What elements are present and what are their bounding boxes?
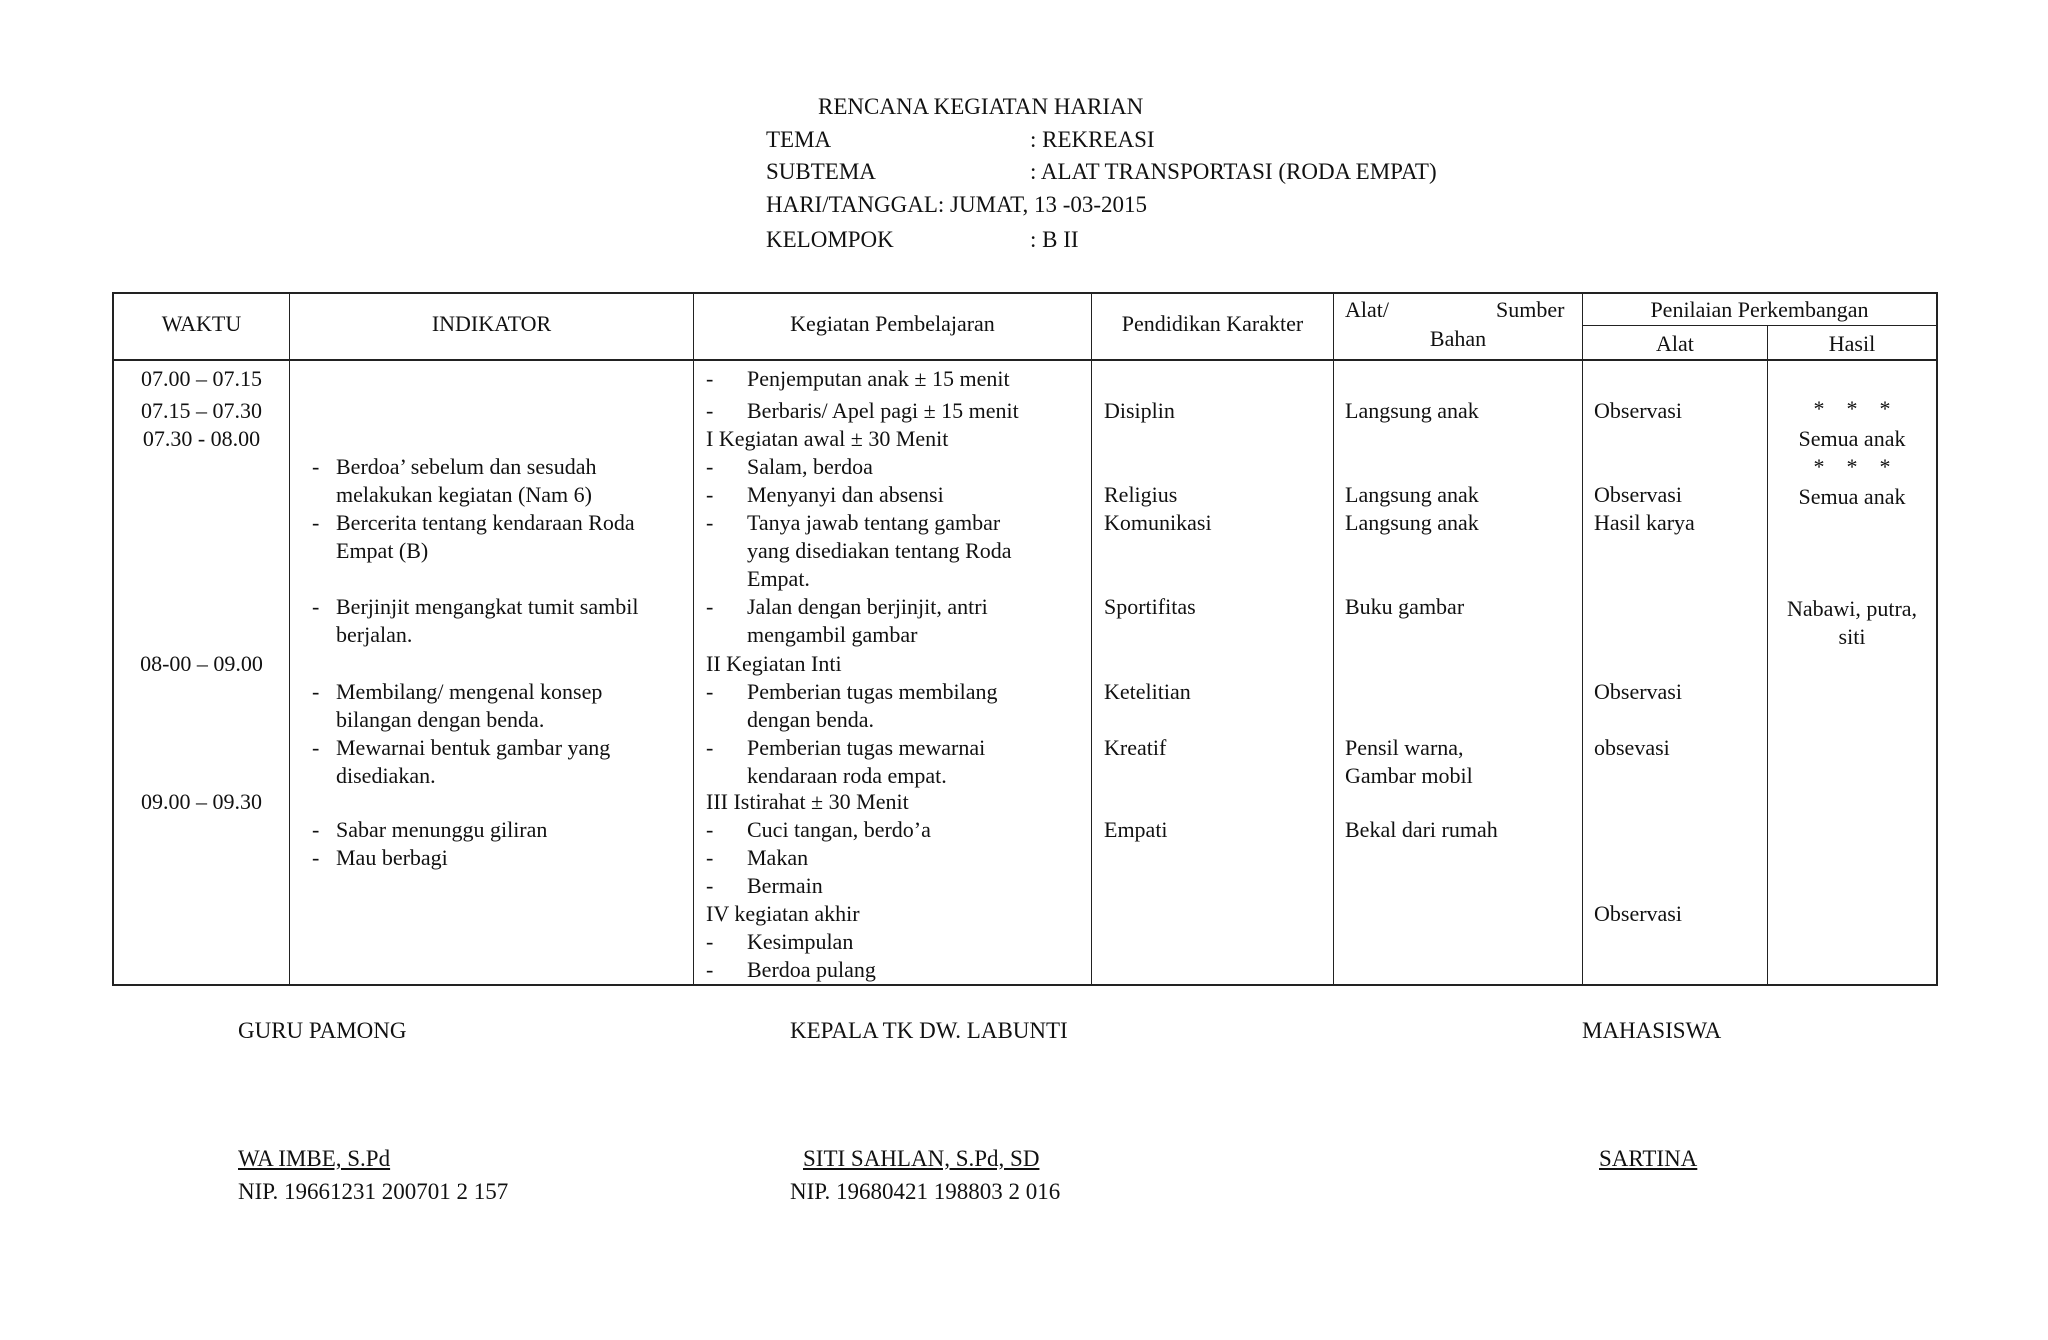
alat-sumber-cell: Langsung anak: [1345, 398, 1479, 423]
indikator-dash: -: [312, 735, 320, 760]
kegiatan-dash: -: [706, 594, 714, 619]
kepala-tk-nip: NIP. 19680421 198803 2 016: [790, 1179, 1061, 1204]
guru-pamong-nip: NIP. 19661231 200701 2 157: [238, 1179, 509, 1204]
kegiatan-section: I Kegiatan awal ± 30 Menit: [706, 426, 949, 451]
indikator-dash: -: [312, 510, 320, 535]
karakter-cell: Disiplin: [1104, 398, 1175, 423]
indikator-line: Mewarnai bentuk gambar yang: [336, 735, 611, 760]
waktu-cell: 08-00 – 09.00: [140, 651, 263, 676]
kegiatan-line: mengambil gambar: [747, 622, 918, 647]
kegiatan-dash: -: [706, 398, 714, 423]
kegiatan-dash: -: [706, 929, 714, 954]
document-title: RENCANA KEGIATAN HARIAN: [818, 94, 1144, 119]
kegiatan-dash: -: [706, 510, 714, 535]
waktu-cell: 07.30 - 08.00: [142, 426, 261, 451]
penilaian-alat-cell: Observasi: [1594, 679, 1682, 704]
kegiatan-section: II Kegiatan Inti: [706, 651, 842, 676]
indikator-line: Mau berbagi: [336, 845, 448, 870]
indikator-line: melakukan kegiatan (Nam 6): [336, 482, 592, 507]
alat-sumber-cell: Langsung anak: [1345, 510, 1479, 535]
penilaian-alat-cell: Observasi: [1594, 901, 1682, 926]
karakter-cell: Religius: [1104, 482, 1178, 507]
kegiatan-dash: -: [706, 366, 714, 391]
indikator-line: Sabar menunggu giliran: [336, 817, 548, 842]
mahasiswa-name: SARTINA: [1599, 1146, 1698, 1171]
kegiatan-dash: -: [706, 454, 714, 479]
indikator-dash: -: [312, 817, 320, 842]
kegiatan-line: Jalan dengan berjinjit, antri: [747, 594, 988, 619]
indikator-line: disediakan.: [336, 763, 436, 788]
col-header-alat-sumber: Alat/: [1345, 297, 1389, 322]
kegiatan-line: Kesimpulan: [747, 929, 854, 954]
kelompok-label: KELOMPOK: [766, 227, 894, 252]
waktu-cell: 09.00 – 09.30: [141, 789, 262, 814]
penilaian-hasil-cell: Semua anak: [1798, 426, 1906, 451]
kegiatan-dash: -: [706, 817, 714, 842]
kegiatan-line: Berdoa pulang: [747, 957, 876, 982]
alat-sumber-cell: Langsung anak: [1345, 482, 1479, 507]
indikator-dash: -: [312, 845, 320, 870]
kegiatan-line: Tanya jawab tentang gambar: [747, 510, 1001, 535]
kegiatan-dash: -: [706, 873, 714, 898]
indikator-line: Berjinjit mengangkat tumit sambil: [336, 594, 639, 619]
penilaian-hasil-cell: Semua anak: [1798, 484, 1906, 509]
kegiatan-line: Berbaris/ Apel pagi ± 15 menit: [747, 398, 1019, 423]
indikator-line: Berdoa’ sebelum dan sesudah: [336, 454, 597, 479]
col-header-penilaian-alat: Alat: [1656, 331, 1694, 356]
karakter-cell: Kreatif: [1104, 735, 1167, 760]
kelompok-value: : B II: [1030, 227, 1079, 252]
kegiatan-line: yang disediakan tentang Roda: [747, 538, 1012, 563]
alat-sumber-cell: Pensil warna,: [1345, 735, 1464, 760]
waktu-cell: 07.00 – 07.15: [141, 366, 262, 391]
kepala-tk-name: SITI SAHLAN, S.Pd, SD: [803, 1146, 1040, 1171]
penilaian-hasil-cell: * * *: [1813, 454, 1891, 479]
kegiatan-line: Pemberian tugas mewarnai: [747, 735, 986, 760]
kegiatan-line: Menyanyi dan absensi: [747, 482, 944, 507]
alat-sumber-cell: Gambar mobil: [1345, 763, 1473, 788]
col-header-bahan: Bahan: [1429, 326, 1487, 351]
indikator-line: Empat (B): [336, 538, 429, 563]
col-header-alat-sumber-2: Sumber: [1496, 297, 1565, 322]
kegiatan-dash: -: [706, 845, 714, 870]
col-header-penilaian: Penilaian Perkembangan: [1650, 297, 1869, 322]
karakter-cell: Komunikasi: [1104, 510, 1212, 535]
penilaian-alat-cell: Hasil karya: [1594, 510, 1695, 535]
kegiatan-section: III Istirahat ± 30 Menit: [706, 789, 909, 814]
col-header-penilaian-hasil: Hasil: [1828, 331, 1876, 356]
col-header-karakter: Pendidikan Karakter: [1121, 311, 1304, 336]
subtema-value: : ALAT TRANSPORTASI (RODA EMPAT): [1030, 159, 1437, 184]
alat-sumber-cell: Bekal dari rumah: [1345, 817, 1498, 842]
kegiatan-line: kendaraan roda empat.: [747, 763, 947, 788]
kegiatan-line: Bermain: [747, 873, 823, 898]
penilaian-hasil-cell: siti: [1838, 624, 1866, 649]
kegiatan-line: Salam, berdoa: [747, 454, 873, 479]
kegiatan-dash: -: [706, 957, 714, 982]
karakter-cell: Empati: [1104, 817, 1168, 842]
kegiatan-section: IV kegiatan akhir: [706, 901, 860, 926]
indikator-line: Membilang/ mengenal konsep: [336, 679, 603, 704]
karakter-cell: Ketelitian: [1104, 679, 1191, 704]
indikator-line: berjalan.: [336, 622, 413, 647]
indikator-line: bilangan dengan benda.: [336, 707, 545, 732]
kegiatan-line: Penjemputan anak ± 15 menit: [747, 366, 1010, 391]
alat-sumber-cell: Buku gambar: [1345, 594, 1465, 619]
indikator-line: Bercerita tentang kendaraan Roda: [336, 510, 635, 535]
col-header-waktu: WAKTU: [161, 311, 242, 336]
guru-pamong-name: WA IMBE, S.Pd: [238, 1146, 391, 1171]
waktu-cell: 07.15 – 07.30: [141, 398, 262, 423]
tema-label: TEMA: [766, 127, 832, 152]
kegiatan-line: dengan benda.: [747, 707, 875, 732]
kegiatan-line: Cuci tangan, berdo’a: [747, 817, 931, 842]
tema-value: : REKREASI: [1030, 127, 1155, 152]
col-header-kegiatan: Kegiatan Pembelajaran: [790, 311, 995, 336]
penilaian-alat-cell: Observasi: [1594, 482, 1682, 507]
mahasiswa-title: MAHASISWA: [1582, 1018, 1722, 1043]
kegiatan-dash: -: [706, 735, 714, 760]
col-header-indikator: INDIKATOR: [431, 311, 552, 336]
indikator-dash: -: [312, 679, 320, 704]
penilaian-hasil-cell: * * *: [1813, 396, 1891, 421]
kegiatan-line: Empat.: [747, 566, 810, 591]
penilaian-alat-cell: obsevasi: [1594, 735, 1670, 760]
indikator-dash: -: [312, 454, 320, 479]
kegiatan-line: Makan: [747, 845, 809, 870]
kegiatan-dash: -: [706, 679, 714, 704]
karakter-cell: Sportifitas: [1104, 594, 1196, 619]
indikator-dash: -: [312, 594, 320, 619]
hari-tanggal: HARI/TANGGAL: JUMAT, 13 -03-2015: [766, 192, 1148, 217]
kepala-tk-title: KEPALA TK DW. LABUNTI: [790, 1018, 1068, 1043]
kegiatan-dash: -: [706, 482, 714, 507]
guru-pamong-title: GURU PAMONG: [238, 1018, 407, 1043]
subtema-label: SUBTEMA: [766, 159, 876, 184]
penilaian-alat-cell: Observasi: [1594, 398, 1682, 423]
kegiatan-line: Pemberian tugas membilang: [747, 679, 998, 704]
penilaian-hasil-cell: Nabawi, putra,: [1786, 596, 1918, 621]
